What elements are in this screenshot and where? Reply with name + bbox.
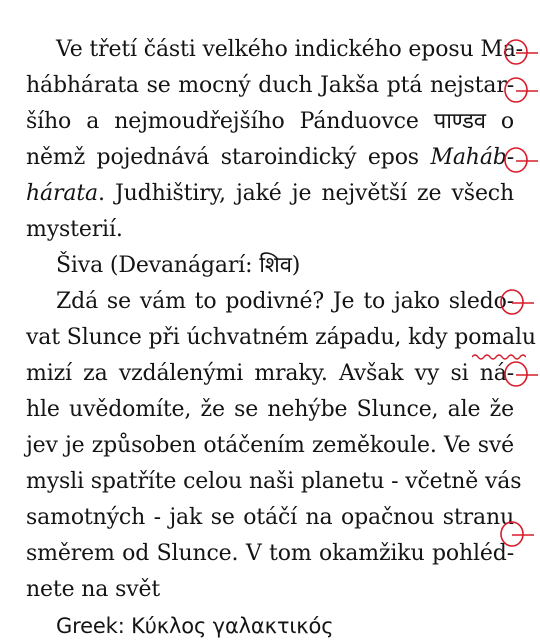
italic-title: hárata — [26, 181, 98, 206]
text-run: šího a nejmoudřejšího Pánduovce — [26, 109, 434, 134]
text-line: mizí za vzdálenými mraky. Avšak vy si ná- — [26, 361, 514, 386]
text-line: hle uvědomíte, že se nehýbe Slunce, ale že — [26, 397, 514, 422]
text-line: samotných - jak se otáčí na opačnou stranu — [26, 505, 514, 530]
italic-title: Maháb- — [430, 145, 514, 170]
text-line: nete na svět — [26, 577, 161, 602]
text-line: Zdá se vám to podivné? Je to jako sledo- — [56, 289, 514, 314]
text-run: ) — [291, 253, 301, 278]
text-line: vat Slunce při úchvatném západu, kdy pomalu — [26, 325, 536, 350]
text-run: němž pojednává staroindický epos — [26, 145, 431, 170]
text-line — [56, 248, 514, 284]
hyphen-circle-mark — [500, 520, 528, 548]
hyphen-circle-mark — [504, 76, 532, 104]
text-line — [26, 140, 514, 176]
text-line: mysterií. — [26, 217, 123, 242]
text-line: Greek: Κύκλος γαλακτικός — [56, 614, 334, 638]
devanagari-word: शिव — [259, 253, 292, 278]
text-line: mysli spatříte celou naši planetu - včetně vás — [26, 469, 522, 494]
text-run: . Judhištiry, jaké je největší ze všech — [97, 181, 514, 206]
text-line: jev je způsoben otáčením zeměkoule. Ve své — [26, 433, 514, 458]
text-run: o — [485, 109, 514, 134]
hyphen-circle-mark — [504, 38, 532, 66]
hyphen-circle-mark — [504, 146, 532, 174]
text-run: Šiva (Devanágarí: — [56, 253, 260, 278]
text-line — [26, 104, 514, 140]
text-line: směrem od Slunce. V tom okamžiku pohléd- — [26, 541, 514, 566]
text-line: Ve třetí části velkého indického eposu Ma- — [56, 37, 523, 62]
text-line: hábhárata se mocný duch Jakša ptá nejstar- — [26, 73, 514, 98]
spelling-squiggle-mark — [472, 346, 526, 365]
hyphen-circle-mark — [500, 288, 528, 316]
text-line — [26, 176, 514, 212]
devanagari-word: पाण्डव — [433, 109, 486, 134]
